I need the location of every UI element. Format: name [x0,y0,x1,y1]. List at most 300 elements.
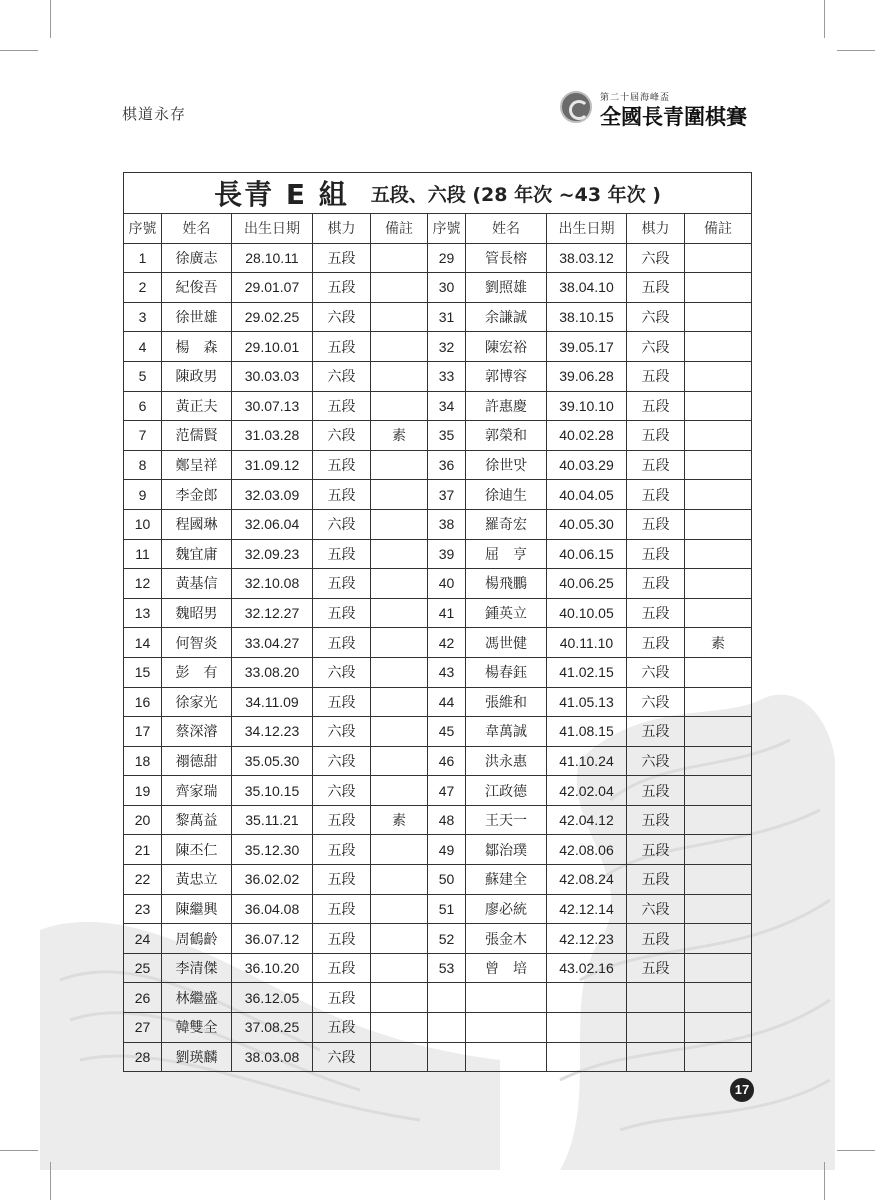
cell-remark [371,1013,428,1043]
cell-birth-date: 32.10.08 [232,569,313,599]
cell-remark [371,302,428,332]
cell-seq: 9 [124,480,162,510]
table-title [124,173,752,214]
cell-name: 馮世健 [466,628,547,658]
cell-birth-date [547,1013,627,1043]
circular-swirl-logo-icon [560,91,592,123]
cell-rank: 六段 [627,687,685,717]
cell-seq: 16 [124,687,162,717]
cell-birth-date: 29.10.01 [232,332,313,362]
table-title-row [124,173,752,214]
cell-remark [371,835,428,865]
cell-seq: 32 [428,332,466,362]
cell-birth-date: 35.05.30 [232,746,313,776]
cell-rank [627,1042,685,1072]
cell-seq: 48 [428,805,466,835]
crop-mark [0,50,38,51]
cell-birth-date: 41.02.15 [547,657,627,687]
table-row [124,657,752,687]
cell-seq: 29 [428,243,466,273]
cell-name: 禤德甜 [162,746,232,776]
cell-birth-date: 39.06.28 [547,361,627,391]
cell-birth-date: 39.05.17 [547,332,627,362]
cell-seq: 31 [428,302,466,332]
cell-rank: 五段 [627,480,685,510]
cell-seq: 34 [428,391,466,421]
cell-remark [685,805,752,835]
cell-rank: 五段 [313,332,371,362]
cell-name [466,1013,547,1043]
cell-name: 范儒賢 [162,421,232,451]
cell-seq: 19 [124,776,162,806]
cell-name: 江政德 [466,776,547,806]
table-row [124,509,752,539]
cell-name: 楊飛鵬 [466,569,547,599]
table-row [124,628,752,658]
cell-name: 郭榮和 [466,421,547,451]
cell-seq: 41 [428,598,466,628]
cell-name: 廖必統 [466,894,547,924]
cell-seq: 8 [124,450,162,480]
table-row [124,894,752,924]
cell-remark [371,450,428,480]
header-motto: 棋道永存 [122,105,187,123]
cell-seq [428,1042,466,1072]
cell-birth-date: 38.03.12 [547,243,627,273]
cell-rank: 五段 [313,983,371,1013]
cell-rank: 五段 [313,539,371,569]
cell-name: 張金木 [466,924,547,954]
cell-rank: 五段 [627,361,685,391]
cell-rank: 五段 [313,953,371,983]
table-row [124,983,752,1013]
cell-birth-date: 32.09.23 [232,539,313,569]
cell-birth-date: 42.02.04 [547,776,627,806]
cell-rank: 五段 [313,894,371,924]
cell-rank: 六段 [627,746,685,776]
cell-name: 徐世맛 [466,450,547,480]
cell-rank: 五段 [313,243,371,273]
cell-remark [685,332,752,362]
cell-remark [685,894,752,924]
cell-birth-date: 38.10.15 [547,302,627,332]
cell-rank: 五段 [627,835,685,865]
cell-name: 鄒治璞 [466,835,547,865]
cell-birth-date: 38.03.08 [232,1042,313,1072]
cell-birth-date: 37.08.25 [232,1013,313,1043]
cell-seq: 7 [124,421,162,451]
cell-remark [371,243,428,273]
table-row [124,717,752,747]
cell-name: 郭博容 [466,361,547,391]
cell-remark [685,361,752,391]
cell-rank: 六段 [313,746,371,776]
cell-remark: 素 [371,805,428,835]
cell-name: 陳丕仁 [162,835,232,865]
cell-remark [685,391,752,421]
cell-seq: 43 [428,657,466,687]
crop-mark [824,1162,825,1200]
cell-birth-date: 40.05.30 [547,509,627,539]
cell-rank: 六段 [313,421,371,451]
cell-name: 徐廣志 [162,243,232,273]
cell-seq: 51 [428,894,466,924]
cell-seq: 49 [428,835,466,865]
cell-birth-date: 40.10.05 [547,598,627,628]
cell-rank: 六段 [313,717,371,747]
cell-seq: 27 [124,1013,162,1043]
cell-name: 蘇建全 [466,865,547,895]
cell-seq: 23 [124,894,162,924]
cell-seq: 37 [428,480,466,510]
cell-remark [371,717,428,747]
cell-seq: 39 [428,539,466,569]
cell-birth-date: 40.11.10 [547,628,627,658]
cell-seq: 42 [428,628,466,658]
cell-remark [685,302,752,332]
cell-name [466,1042,547,1072]
cell-birth-date: 39.10.10 [547,391,627,421]
cell-remark [371,361,428,391]
cell-seq: 45 [428,717,466,747]
cell-seq: 14 [124,628,162,658]
cell-remark [371,657,428,687]
cell-seq: 25 [124,953,162,983]
cell-rank: 五段 [627,421,685,451]
cell-seq: 11 [124,539,162,569]
cell-remark [685,717,752,747]
cell-remark [685,687,752,717]
cell-seq: 53 [428,953,466,983]
cell-birth-date: 40.04.05 [547,480,627,510]
crop-mark [837,50,875,51]
cell-rank: 六段 [313,657,371,687]
cell-remark [685,776,752,806]
cell-rank: 五段 [313,1013,371,1043]
table-row [124,273,752,303]
table-row [124,1013,752,1043]
crop-mark [50,1162,51,1200]
cell-name: 陳宏裕 [466,332,547,362]
cell-remark [685,746,752,776]
cell-remark [685,924,752,954]
cell-birth-date: 43.02.16 [547,953,627,983]
cell-seq: 3 [124,302,162,332]
table-row [124,746,752,776]
column-header-rank: 棋力 [313,214,371,244]
cell-seq: 18 [124,746,162,776]
cell-name: 陳繼興 [162,894,232,924]
cell-birth-date: 29.01.07 [232,273,313,303]
cell-remark [685,421,752,451]
cell-remark [685,1013,752,1043]
cell-seq: 52 [428,924,466,954]
cell-birth-date: 30.03.03 [232,361,313,391]
cell-birth-date: 42.12.23 [547,924,627,954]
cell-remark [371,509,428,539]
cell-name: 張維和 [466,687,547,717]
cell-remark [371,332,428,362]
cell-remark [371,569,428,599]
cell-rank: 五段 [627,450,685,480]
cell-birth-date: 41.05.13 [547,687,627,717]
cell-birth-date: 36.12.05 [232,983,313,1013]
cell-remark [685,598,752,628]
cell-seq: 50 [428,865,466,895]
cell-birth-date: 30.07.13 [232,391,313,421]
table-row [124,361,752,391]
cell-seq: 33 [428,361,466,391]
cell-birth-date: 41.08.15 [547,717,627,747]
cell-rank: 五段 [627,569,685,599]
cell-seq: 35 [428,421,466,451]
cell-seq: 13 [124,598,162,628]
cell-remark [371,687,428,717]
cell-birth-date: 40.06.15 [547,539,627,569]
cell-birth-date: 32.03.09 [232,480,313,510]
cell-birth-date: 31.09.12 [232,450,313,480]
table-row [124,805,752,835]
cell-name: 許惠慶 [466,391,547,421]
cell-name: 陳政男 [162,361,232,391]
cell-birth-date: 40.06.25 [547,569,627,599]
table-row [124,953,752,983]
column-header-remark: 備註 [371,214,428,244]
cell-rank: 六段 [627,332,685,362]
cell-seq: 1 [124,243,162,273]
cell-birth-date: 35.10.15 [232,776,313,806]
column-header-seq: 序號 [428,214,466,244]
cell-seq: 46 [428,746,466,776]
cell-name: 蔡深濬 [162,717,232,747]
cell-birth-date: 31.03.28 [232,421,313,451]
cell-remark [371,391,428,421]
cell-rank: 五段 [627,391,685,421]
table-row [124,421,752,451]
cell-seq: 15 [124,657,162,687]
table-row [124,687,752,717]
cell-birth-date: 36.10.20 [232,953,313,983]
cell-rank [627,983,685,1013]
cell-remark [371,628,428,658]
cell-birth-date: 35.11.21 [232,805,313,835]
cell-remark [371,539,428,569]
table-row [124,776,752,806]
cell-remark: 素 [371,421,428,451]
cell-rank: 五段 [313,391,371,421]
cell-rank: 五段 [313,687,371,717]
cell-rank: 五段 [313,480,371,510]
cell-remark [371,746,428,776]
cell-remark [685,865,752,895]
cell-name [466,983,547,1013]
cell-rank: 五段 [627,953,685,983]
cell-name: 林繼盛 [162,983,232,1013]
cell-name: 韋萬誠 [466,717,547,747]
cell-seq: 10 [124,509,162,539]
cell-birth-date: 32.06.04 [232,509,313,539]
cell-remark [371,865,428,895]
cell-name: 黎萬益 [162,805,232,835]
cell-birth-date: 28.10.11 [232,243,313,273]
cell-name: 韓雙全 [162,1013,232,1043]
cell-name: 屈 亨 [466,539,547,569]
cell-remark [685,835,752,865]
cell-seq [428,1013,466,1043]
crop-mark [824,0,825,38]
cell-seq: 30 [428,273,466,303]
cell-seq: 6 [124,391,162,421]
cell-seq: 38 [428,509,466,539]
cell-rank: 六段 [627,894,685,924]
cell-birth-date: 40.03.29 [547,450,627,480]
cell-birth-date: 34.11.09 [232,687,313,717]
cell-birth-date: 42.04.12 [547,805,627,835]
cell-seq: 17 [124,717,162,747]
table-row [124,598,752,628]
cell-rank: 五段 [627,273,685,303]
cell-rank: 五段 [313,865,371,895]
cell-seq: 44 [428,687,466,717]
cell-name: 魏昭男 [162,598,232,628]
column-header-name: 姓名 [162,214,232,244]
column-header-remark: 備註 [685,214,752,244]
table-row [124,835,752,865]
cell-rank: 五段 [627,805,685,835]
cell-remark [685,273,752,303]
cell-birth-date: 35.12.30 [232,835,313,865]
cell-name: 黃忠立 [162,865,232,895]
cell-name: 李清傑 [162,953,232,983]
cell-seq: 5 [124,361,162,391]
cell-seq: 47 [428,776,466,806]
roster-table [123,172,752,1072]
cell-remark: 素 [685,628,752,658]
cell-remark [685,983,752,1013]
cell-name: 楊 森 [162,332,232,362]
cell-name: 黃正夫 [162,391,232,421]
cell-rank: 六段 [313,1042,371,1072]
cell-birth-date [547,1042,627,1072]
cell-birth-date: 41.10.24 [547,746,627,776]
cell-seq: 36 [428,450,466,480]
table-row [124,539,752,569]
cell-name: 彭 有 [162,657,232,687]
crop-mark [837,1150,875,1151]
cell-birth-date: 40.02.28 [547,421,627,451]
table-row [124,569,752,599]
group-detail: 五段、六段 (28 年次 ~43 年次 ) [370,183,661,206]
cell-rank: 六段 [627,302,685,332]
event-subtitle: 第二十屆海峰盃 [600,93,671,103]
cell-seq: 40 [428,569,466,599]
cell-name: 魏宜庸 [162,539,232,569]
cell-seq: 2 [124,273,162,303]
cell-rank: 六段 [627,243,685,273]
cell-birth-date [547,983,627,1013]
cell-name: 劉照雄 [466,273,547,303]
table-row [124,924,752,954]
crop-mark [0,1150,38,1151]
cell-remark [685,243,752,273]
cell-remark [371,894,428,924]
cell-rank: 五段 [627,717,685,747]
column-header-name: 姓名 [466,214,547,244]
cell-seq: 26 [124,983,162,1013]
cell-remark [371,953,428,983]
column-header-birth-date: 出生日期 [232,214,313,244]
cell-name: 紀俊吾 [162,273,232,303]
cell-rank [627,1013,685,1043]
cell-birth-date: 38.04.10 [547,273,627,303]
cell-rank: 五段 [627,628,685,658]
table-row [124,1042,752,1072]
cell-name: 周鶴齡 [162,924,232,954]
cell-remark [371,480,428,510]
cell-name: 何智炎 [162,628,232,658]
cell-name: 羅奇宏 [466,509,547,539]
cell-remark [371,983,428,1013]
cell-seq: 28 [124,1042,162,1072]
cell-name: 楊春鈺 [466,657,547,687]
cell-name: 曾 培 [466,953,547,983]
cell-rank: 五段 [313,450,371,480]
cell-rank: 五段 [313,628,371,658]
cell-name: 鍾英立 [466,598,547,628]
cell-seq: 20 [124,805,162,835]
cell-birth-date: 32.12.27 [232,598,313,628]
column-header-seq: 序號 [124,214,162,244]
cell-remark [685,509,752,539]
cell-rank: 五段 [627,598,685,628]
cell-seq: 24 [124,924,162,954]
cell-birth-date: 29.02.25 [232,302,313,332]
cell-name: 齊家瑞 [162,776,232,806]
table-row [124,302,752,332]
cell-remark [371,273,428,303]
cell-rank: 五段 [313,569,371,599]
table-row [124,480,752,510]
column-header-birth-date: 出生日期 [547,214,627,244]
cell-name: 鄭呈祥 [162,450,232,480]
cell-seq [428,983,466,1013]
table-row [124,243,752,273]
cell-name: 王天一 [466,805,547,835]
cell-birth-date: 42.12.14 [547,894,627,924]
cell-birth-date: 36.02.02 [232,865,313,895]
cell-seq: 4 [124,332,162,362]
cell-remark [371,1042,428,1072]
column-header-row [124,214,752,244]
table-row [124,865,752,895]
cell-name: 程國琳 [162,509,232,539]
roster-body [124,243,752,1072]
cell-rank: 五段 [627,924,685,954]
cell-rank: 五段 [627,865,685,895]
cell-name: 劉瑛麟 [162,1042,232,1072]
cell-name: 黃基信 [162,569,232,599]
cell-birth-date: 33.04.27 [232,628,313,658]
crop-mark [50,0,51,38]
cell-birth-date: 36.07.12 [232,924,313,954]
cell-name: 洪永惠 [466,746,547,776]
cell-remark [685,480,752,510]
page-number: 17 [730,1078,754,1102]
cell-rank: 六段 [627,657,685,687]
cell-rank: 六段 [313,361,371,391]
cell-remark [685,450,752,480]
cell-name: 李金郎 [162,480,232,510]
